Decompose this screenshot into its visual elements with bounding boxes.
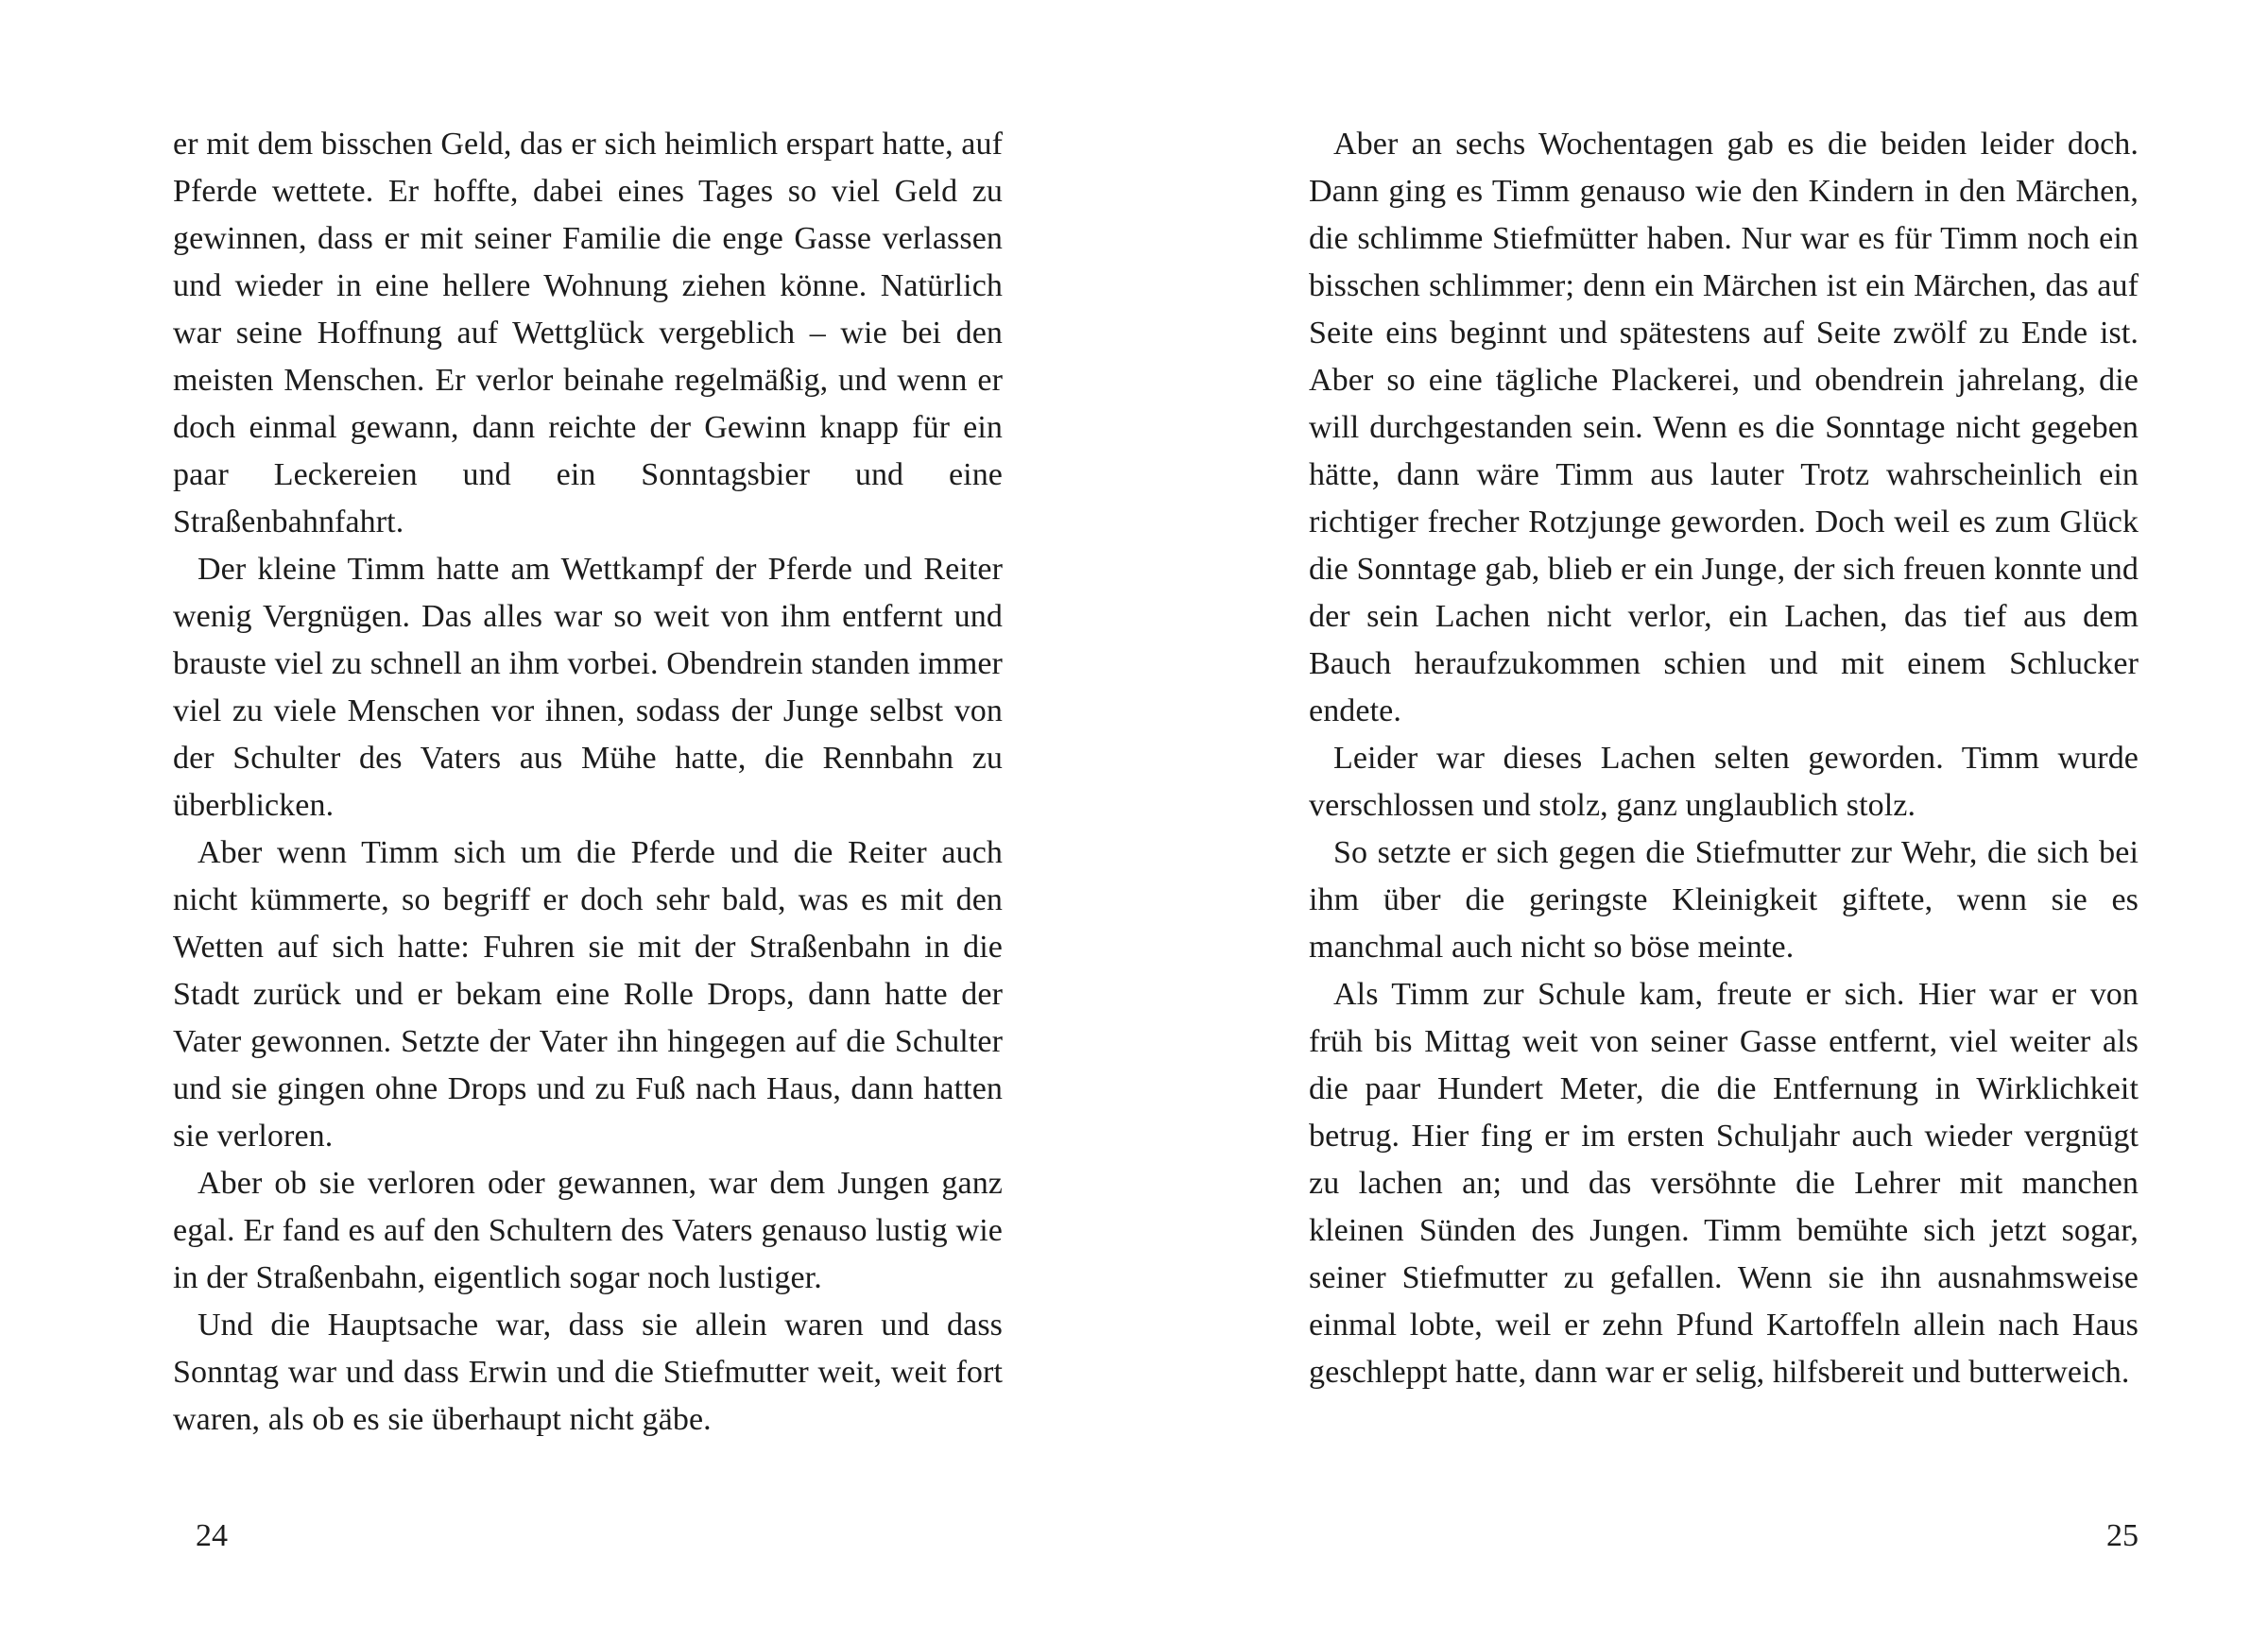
- paragraph: So setzte er sich gegen die Stiefmutter zur Wehr, die sich bei ihm über die geringste Kleinigkeit giftete, wenn sie es manchmal auch nicht so böse meinte.: [1309, 835, 2139, 965]
- paragraph: Aber an sechs Wochentagen gab es die beiden leider doch. Dann ging es Timm genauso wie den Kindern in den Märchen, die schlimme Stiefmütter haben. Nur war es für Timm noch ein bisschen schlimmer; denn ein Märchen ist ein Märchen, das auf Seite eins beginnt und spätestens auf Seite zwölf zu Ende ist. Aber so eine tägliche Plackerei, und obendrein jahrelang, die will durchgestanden sein. Wenn es die Sonntage nicht gegeben hätte, dann wäre Timm aus lauter Trotz wahrscheinlich ein richtiger frecher Rotzjunge geworden. Doch weil es zum Glück die Sonntage gab, blieb er ein Junge, der sich freuen konnte und der sein Lachen nicht verlor, ein Lachen, das tief aus dem Bauch heraufzukommen schien und mit einem Schlucker endete.: [1309, 127, 2139, 728]
- book-page-left: [173, 121, 1003, 1576]
- paragraph: Leider war dieses Lachen selten geworden. Timm wurde verschlossen und stolz, ganz unglaublich stolz.: [1309, 741, 2139, 823]
- page-text-left: [173, 121, 1003, 1444]
- paragraph: Aber ob sie verloren oder gewannen, war dem Jungen ganz egal. Er fand es auf den Schultern des Vaters genauso lustig wie in der Straßenbahn, eigentlich sogar noch lustiger.: [173, 1166, 1003, 1295]
- page-number-right: 25: [2106, 1518, 2139, 1553]
- page-text-right: [1309, 121, 2139, 1396]
- paragraph: Und die Hauptsache war, dass sie allein waren und dass Sonntag war und dass Erwin und die Stiefmutter weit, weit fort waren, als ob es sie überhaupt nicht gäbe.: [173, 1308, 1003, 1437]
- paragraph: er mit dem bisschen Geld, das er sich heimlich erspart hatte, auf Pferde wettete. Er hoffte, dabei eines Tages so viel Geld zu gewinnen, dass er mit seiner Familie die enge Gasse verlassen und wieder in eine hellere Wohnung ziehen könne. Natürlich war seine Hoffnung auf Wettglück vergeblich – wie bei den meisten Menschen. Er verlor beinahe regelmäßig, und wenn er doch einmal gewann, dann reichte der Gewinn knapp für ein paar Leckereien und ein Sonntagsbier und eine Straßenbahnfahrt.: [173, 127, 1003, 539]
- paragraph: Als Timm zur Schule kam, freute er sich. Hier war er von früh bis Mittag weit von seiner Gasse entfernt, viel weiter als die paar Hundert Meter, die die Entfernung in Wirklichkeit betrug. Hier fing er im ersten Schuljahr auch wieder vergnügt zu lachen an; und das versöhnte die Lehrer mit manchen kleinen Sünden des Jungen. Timm bemühte sich jetzt sogar, seiner Stiefmutter zu gefallen. Wenn sie ihn ausnahmsweise einmal lobte, weil er zehn Pfund Kartoffeln allein nach Haus geschleppt hatte, dann war er selig, hilfsbereit und butterweich.: [1309, 977, 2139, 1390]
- paragraph: Der kleine Timm hatte am Wettkampf der Pferde und Reiter wenig Vergnügen. Das alles war so weit von ihm entfernt und brauste viel zu schnell an ihm vorbei. Obendrein standen immer viel zu viele Menschen vor ihnen, sodass der Junge selbst von der Schulter des Vaters aus Mühe hatte, die Rennbahn zu überblicken.: [173, 552, 1003, 823]
- paragraph: Aber wenn Timm sich um die Pferde und die Reiter auch nicht kümmerte, so begriff er doch sehr bald, was es mit den Wetten auf sich hatte: Fuhren sie mit der Straßenbahn in die Stadt zurück und er bekam eine Rolle Drops, dann hatte der Vater gewonnen. Setzte der Vater ihn hingegen auf die Schulter und sie gingen ohne Drops und zu Fuß nach Haus, dann hatten sie verloren.: [173, 835, 1003, 1154]
- book-page-right: [1309, 121, 2139, 1576]
- page-number-left: 24: [196, 1518, 228, 1553]
